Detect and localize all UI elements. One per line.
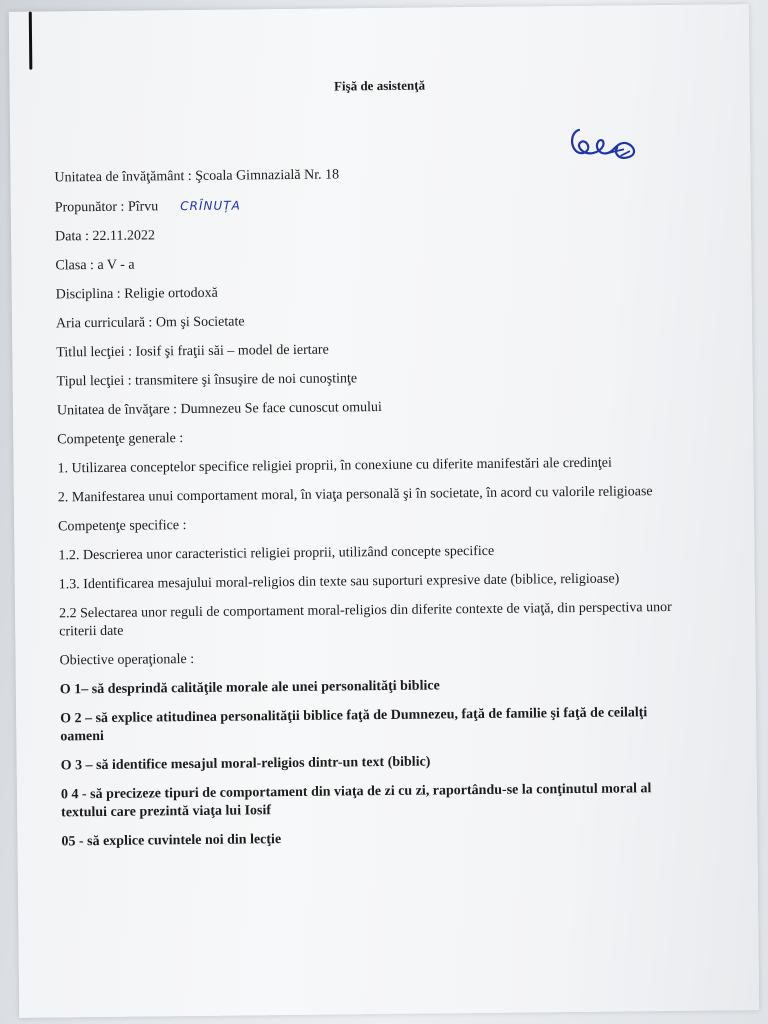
document-title: Fişă de asistenţă (333, 77, 426, 94)
general-competences-heading: Competenţe generale : (57, 431, 184, 448)
field-titlul-lectiei: Titlul lecţiei : Iosif şi fraţii săi – model de iertare (56, 342, 329, 361)
specific-competence-1-2: 1.2. Descrierea unor caracteristici religiei proprii, utilizând concepte specifice (58, 543, 495, 564)
field-tipul-lectiei: Tipul lecţiei : transmitere şi însuşire de noi cunoştinţe (56, 371, 358, 390)
objective-1: O 1– să desprindă calităţile morale ale unei personalităţi biblice (59, 678, 440, 698)
objective-5: 05 - să explice cuvintele noi din lecţie (61, 832, 282, 850)
specific-competence-2-2: 2.2 Selectarea unor reguli de comportament moral-religios din diferite contexte de viaţă, din perspectiva unor criterii date (58, 599, 672, 640)
objective-4: 0 4 - să precizeze tipuri de comportament din viaţa de zi cu zi, raportându-se la conţinutul moral al textului care prezintă viaţa lui Iosif (60, 781, 652, 821)
pen-mark (29, 12, 33, 70)
field-aria-curriculara: Aria curriculară : Om şi Societate (55, 314, 245, 332)
field-unitatea-invatare: Unitatea de învăţare : Dumnezeu Se face cunoscut omului (56, 400, 382, 419)
objectives-heading: Obiective operaţionale : (59, 651, 195, 669)
specific-competences-heading: Competenţe specifice : (58, 518, 187, 535)
document-content (54, 163, 681, 862)
specific-competence-1-3: 1.3. Identificarea mesajului moral-religios din texte sau suporturi expresive date (biblice, religioase) (58, 571, 620, 593)
general-competence-1: 1. Utilizarea conceptelor specifice religiei proprii, în conexiune cu diferite manifestări ale credinţei (57, 455, 612, 477)
field-data: Data : 22.11.2022 (55, 228, 155, 245)
handwritten-first-name: CRÎNUȚA (180, 198, 241, 214)
field-disciplina: Disciplina : Religie ortodoxă (55, 285, 218, 303)
field-propunator: Propunător : Pîrvu CRÎNUȚA (54, 198, 241, 216)
field-unitatea: Unitatea de învăţământ : Şcoala Gimnazială Nr. 18 (54, 167, 340, 186)
general-competence-2: 2. Manifestarea unui comportament moral, în viaţa personală şi în societate, în acord cu valorile religioase (57, 484, 653, 506)
objective-2: O 2 – să explice atitudinea personalităţii biblice faţă de Dumnezeu, faţă de familie şi faţă de ceilalţi oameni (60, 705, 648, 745)
objective-3: O 3 – să identifice mesajul moral-religios dintr-un text (biblic) (60, 754, 431, 774)
field-clasa: Clasa : a V - a (55, 257, 135, 274)
document-page (9, 4, 759, 1018)
